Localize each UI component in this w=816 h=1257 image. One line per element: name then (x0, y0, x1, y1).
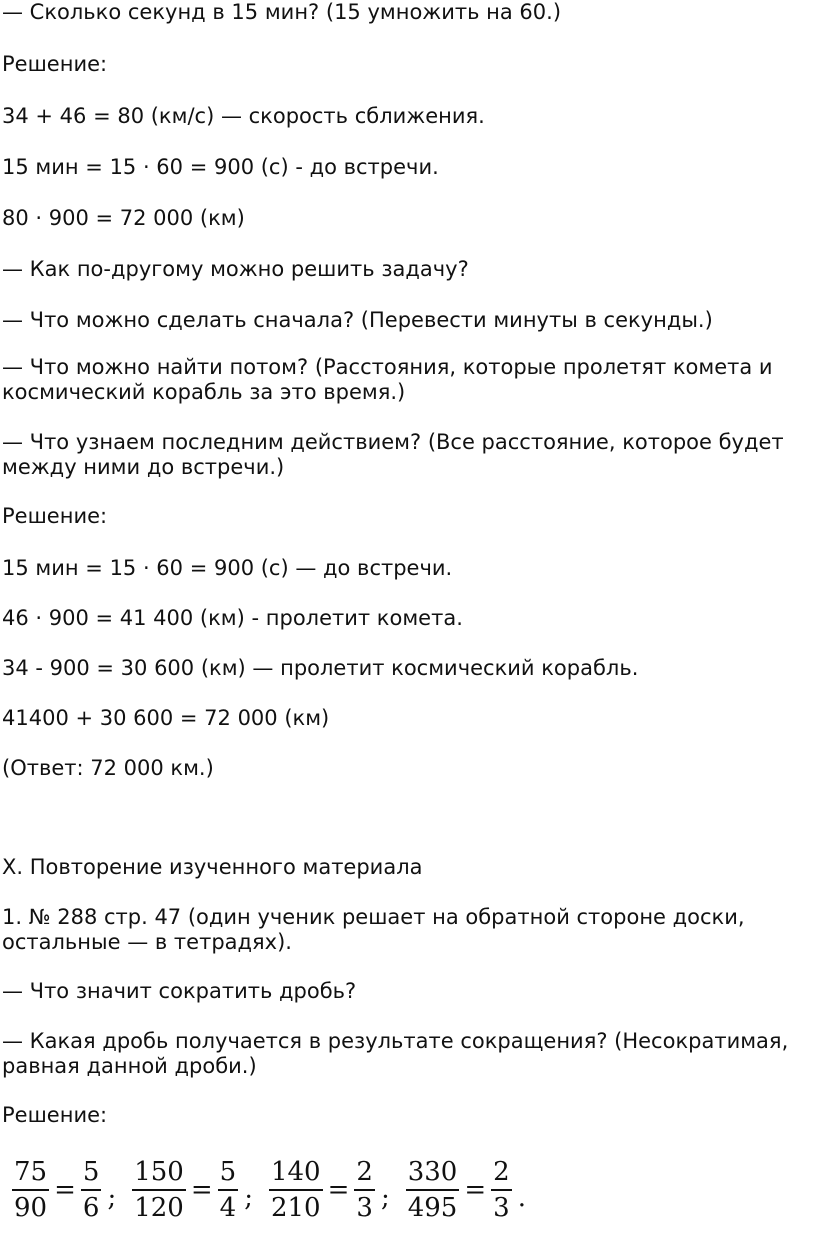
fraction-5-6 (81, 1157, 102, 1223)
question-next-step: — Что можно найти потом? (Расстояния, которые пролетят комета и космический корабль за это время.) (2, 355, 773, 404)
fraction-330-495 (406, 1157, 460, 1223)
approach-speed-line: 34 + 46 = 80 (км/с) — скорость сближения. (2, 104, 485, 128)
numerator: 5 (82, 1157, 100, 1187)
denominator: 210 (270, 1193, 321, 1223)
question-seconds: — Сколько секунд в 15 мин? (15 умножить на 60.) (2, 0, 562, 24)
exercise-288-line: 1. № 288 стр. 47 (один ученик решает на обратной стороне доски, остальные — в тетрадях). (2, 905, 745, 954)
equals-sign: = (54, 1174, 76, 1205)
time-conversion-line: 15 мин = 15 · 60 = 900 (с) - до встречи. (2, 155, 439, 179)
separator: ; (380, 1182, 390, 1213)
question-last-step: — Что узнаем последним действием? (Все расстояние, которое будет между ними до встречи.) (2, 430, 784, 479)
comet-distance-line: 46 · 900 = 41 400 (км) - пролетит комета. (2, 606, 463, 630)
period: . (517, 1182, 526, 1213)
question-reduce-fraction: — Что значит сократить дробь? (2, 979, 357, 1003)
total-distance-line: 41400 + 30 600 = 72 000 (км) (2, 706, 330, 730)
fraction-150-120 (132, 1157, 186, 1223)
fraction-2-3 (354, 1157, 375, 1223)
equals-sign: = (190, 1174, 213, 1205)
equals-sign: = (327, 1174, 350, 1205)
numerator: 330 (407, 1157, 458, 1187)
denominator: 120 (134, 1193, 184, 1223)
solution-heading-3: Решение: (2, 1103, 108, 1127)
question-result-fraction: — Какая дробь получается в результате сокращения? (Несократимая, равная данной дроби.) (2, 1029, 789, 1078)
answer-line: (Ответ: 72 000 км.) (2, 756, 214, 780)
separator: ; (244, 1182, 253, 1213)
denominator: 3 (493, 1193, 510, 1223)
denominator: 3 (356, 1193, 373, 1223)
numerator: 75 (14, 1157, 48, 1187)
numerator: 2 (356, 1157, 373, 1187)
fraction-75-90 (12, 1157, 49, 1223)
solution-heading-2: Решение: (2, 504, 108, 528)
denominator: 495 (407, 1193, 458, 1223)
numerator: 140 (270, 1157, 321, 1187)
time-conversion-line-2: 15 мин = 15 · 60 = 900 (с) — до встречи. (2, 556, 453, 580)
numerator: 150 (134, 1157, 184, 1187)
separator: ; (107, 1182, 117, 1213)
solution-heading: Решение: (2, 52, 108, 76)
fraction-5-4 (218, 1157, 239, 1223)
ship-distance-line: 34 - 900 = 30 600 (км) — пролетит космический корабль. (2, 656, 639, 680)
denominator: 4 (219, 1193, 237, 1223)
fraction-reductions (10, 1150, 540, 1230)
denominator: 90 (14, 1193, 48, 1223)
equals-sign: = (464, 1174, 487, 1205)
fraction-140-210 (269, 1157, 323, 1223)
question-first-step: — Что можно сделать сначала? (Перевести минуты в секунды.) (2, 308, 713, 332)
denominator: 6 (82, 1193, 100, 1223)
question-other-way: — Как по-другому можно решить задачу? (2, 257, 469, 281)
numerator: 5 (219, 1157, 237, 1187)
fraction-2-3-final (491, 1157, 512, 1223)
distance-result-line: 80 · 900 = 72 000 (км) (2, 206, 245, 230)
section-heading-review: X. Повторение изученного материала (2, 855, 423, 879)
numerator: 2 (493, 1157, 510, 1187)
